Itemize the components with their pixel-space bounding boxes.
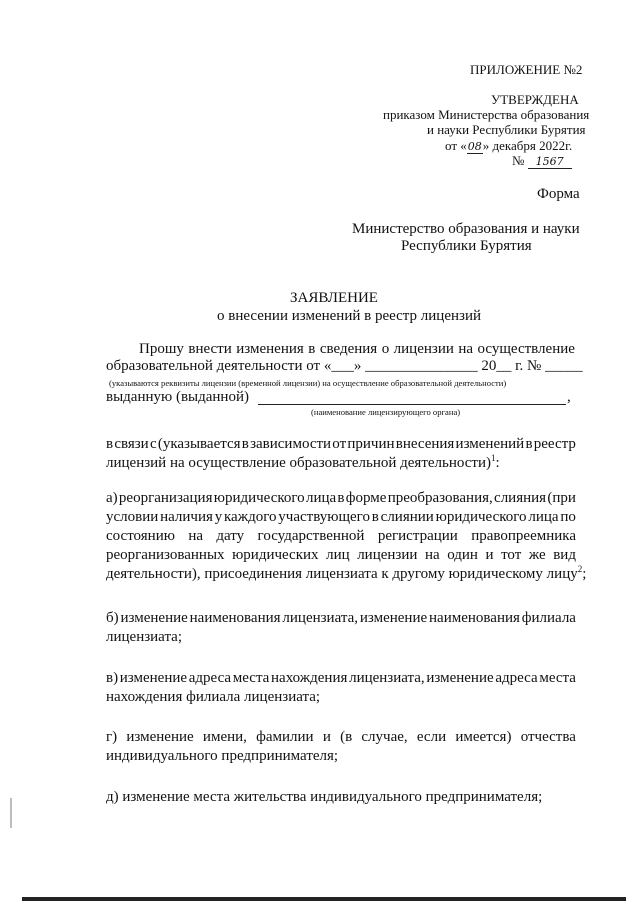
request-note-2: (наименование лицензирующего органа) [311, 407, 461, 417]
item-v-line-1 [106, 670, 576, 687]
footnote-marker-1: 1 [491, 453, 496, 463]
word: наличия [160, 509, 213, 525]
word: правопреемника [471, 528, 576, 544]
word: г) [106, 729, 118, 745]
request-line-2: образовательной деятельности от «___» _______________ 20__ г. № _____ [106, 358, 583, 374]
item-d-line-1: д) изменение места жительства индивидуального предпринимателя; [106, 789, 543, 805]
word: лицензии [357, 547, 418, 563]
word: один [447, 547, 478, 563]
document-subtitle: о внесении изменений в реестр лицензий [217, 308, 482, 324]
date-suffix: » декабря 2022г. [482, 138, 573, 153]
word: реестр [533, 436, 576, 452]
item-b-line-2: лицензиата; [106, 629, 183, 645]
item-b-line-1 [106, 610, 576, 627]
word: регистрации [377, 528, 458, 544]
item-g-line-1 [106, 729, 576, 746]
word: а) [106, 490, 118, 506]
word: случае, [361, 729, 408, 745]
word: имени, [202, 729, 247, 745]
word: адреса [188, 670, 232, 686]
word: форме [345, 490, 387, 506]
number-prefix: № [512, 153, 525, 168]
item-v-line-2: нахождения филиала лицензиата; [106, 689, 321, 705]
item-a-line-4 [106, 547, 576, 564]
item-a-line-5-text: деятельности), присоединения лицензиата к другому юридическому лицу [106, 566, 578, 582]
approved-label: УТВЕРЖДЕНА [491, 92, 579, 107]
word: в [308, 341, 316, 357]
word: наименования [189, 610, 281, 626]
date-prefix: от « [445, 138, 467, 153]
order-line-1: приказом Министерства образования [383, 107, 590, 122]
ministry-line-1: Министерство образования и науки [352, 221, 580, 237]
word: и [322, 729, 331, 745]
word: б) [106, 610, 119, 626]
word: в [371, 509, 379, 525]
word: у [214, 509, 223, 525]
word: лиц [326, 547, 350, 563]
word: изменение [126, 729, 194, 745]
word: фамилии [256, 729, 314, 745]
reasons-intro-line-1 [106, 436, 576, 453]
word: по [560, 509, 576, 525]
word: же [528, 547, 546, 563]
word: каждого [223, 509, 277, 525]
word: Прошу [139, 341, 184, 357]
word: зависимости [250, 436, 332, 452]
word: отчества [520, 729, 576, 745]
request-line-3 [106, 389, 249, 406]
issuer-comma: , [567, 389, 571, 405]
word: лица [305, 490, 337, 506]
word: филиала [521, 610, 576, 626]
word: в [337, 490, 345, 506]
document-title: ЗАЯВЛЕНИЕ [290, 290, 378, 306]
word: государственной [257, 528, 365, 544]
issuer-fill-line [258, 404, 566, 405]
reasons-intro-line-2 [106, 455, 500, 472]
item-a-line-5-end: ; [582, 566, 587, 582]
word: имеется) [455, 729, 512, 745]
word: участвующего [278, 509, 370, 525]
issued-label: выданную (выданной) [106, 389, 249, 405]
item-g-line-2: индивидуального предпринимателя; [106, 748, 339, 764]
word: наименования [429, 610, 520, 626]
word: изменение [119, 670, 188, 686]
word: в [106, 436, 114, 452]
item-a-line-2 [106, 509, 576, 526]
word: с [149, 436, 157, 452]
item-a-line-5 [106, 566, 586, 583]
word: лица [528, 509, 559, 525]
word: (указывается [157, 436, 241, 452]
word: внести [188, 341, 232, 357]
word: в [525, 436, 533, 452]
word: юридического [213, 490, 305, 506]
word: (при [547, 490, 576, 506]
word: причин [347, 436, 395, 452]
word: на [188, 528, 203, 544]
scan-bottom-edge [22, 897, 626, 901]
number-handwritten: 1567 [528, 155, 572, 169]
reasons-intro-colon: : [495, 455, 500, 471]
word: реорганизация [118, 490, 213, 506]
word: дату [216, 528, 245, 544]
word: изменение [426, 670, 494, 686]
word: нахождения [271, 670, 348, 686]
word: вид [553, 547, 576, 563]
word: на [458, 341, 474, 357]
order-date [445, 138, 572, 154]
word: в [241, 436, 249, 452]
word: о [381, 341, 390, 357]
request-line-1 [139, 341, 575, 358]
reasons-intro-text: лицензий на осуществление образовательной деятельности) [106, 455, 491, 471]
word: изменения [236, 341, 304, 357]
word: внесения [395, 436, 455, 452]
word: места [539, 670, 576, 686]
word: сведения [319, 341, 378, 357]
word: в) [106, 670, 119, 686]
word: от [332, 436, 347, 452]
ministry-line-2: Республики Бурятия [401, 238, 532, 254]
word: (в [340, 729, 353, 745]
word: адреса [495, 670, 538, 686]
item-a-line-3 [106, 528, 576, 545]
word: на [424, 547, 440, 563]
date-day-handwritten: 08 [467, 140, 482, 153]
word: слияния [494, 490, 547, 506]
request-note-1: (указываются реквизиты лицензии (временной лицензии) на осуществление образовательной деятельности) [109, 378, 507, 388]
word: лицензиата, [349, 670, 425, 686]
word: реорганизованных [106, 547, 225, 563]
word: юридического [435, 509, 527, 525]
word: тот [501, 547, 522, 563]
word: лицензии [393, 341, 454, 357]
word: изменений [455, 436, 525, 452]
word: состоянию [106, 528, 175, 544]
word: изменение [120, 610, 188, 626]
scan-margin-mark [10, 798, 12, 828]
appendix-label: ПРИЛОЖЕНИЕ №2 [470, 62, 583, 77]
word: условии [106, 509, 159, 525]
word: и [485, 547, 494, 563]
word: слиянии [380, 509, 434, 525]
word: преобразования, [387, 490, 493, 506]
word: лицензиата, [282, 610, 358, 626]
order-number [512, 153, 572, 169]
form-label: Форма [537, 186, 580, 202]
word: изменение [359, 610, 428, 626]
footnote-marker-2: 2 [577, 564, 583, 574]
word: связи [114, 436, 149, 452]
word: если [416, 729, 447, 745]
word: места [232, 670, 270, 686]
word: осуществление [477, 341, 575, 357]
word: юридических [232, 547, 319, 563]
item-a-line-1 [106, 490, 576, 507]
order-line-2: и науки Республики Бурятия [427, 122, 586, 137]
